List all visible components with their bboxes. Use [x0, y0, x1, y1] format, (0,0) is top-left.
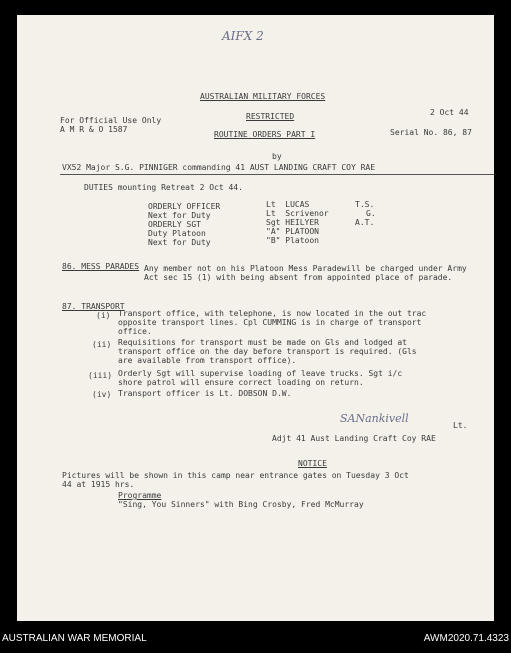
official-use-line: For Official Use Only [60, 116, 162, 125]
transport-item-number: (i) [96, 311, 111, 320]
org-heading: AUSTRALIAN MILITARY FORCES [200, 92, 326, 101]
duty-person: "A" PLATOON [266, 227, 319, 236]
header-rule [60, 174, 494, 175]
document-title: ROUTINE ORDERS PART I [214, 130, 316, 139]
transport-item-line: Transport officer is Lt. DOBSON D.W. [118, 389, 292, 398]
duty-person: Lt Scrivenor [266, 209, 329, 218]
section-86-line: Act sec 15 (1) with being absent from appointed place of parade. [144, 273, 453, 282]
document-date: 2 Oct 44 [430, 108, 469, 117]
duty-code: T.S. [355, 200, 375, 209]
duty-code: G. [366, 209, 376, 218]
transport-item-number: (iv) [92, 390, 112, 399]
notice-line: 44 at 1915 hrs. [62, 480, 135, 489]
section-86-line: Any member not on his Platoon Mess Paradewill be charged under Army [144, 264, 467, 273]
handwritten-signature: SANankivell [340, 412, 409, 425]
adjutant-line: Adjt 41 Aust Landing Craft Coy RAE [272, 434, 436, 443]
duty-person: Lt LUCAS [266, 200, 310, 209]
restricted-label: RESTRICTED [246, 112, 295, 121]
by-line: by [272, 152, 282, 161]
amr-line: A M R & O 1587 [60, 125, 128, 134]
notice-heading: NOTICE [298, 459, 327, 468]
programme-text: "Sing, You Sinners" with Bing Crosby, Fred McMurray [118, 500, 364, 509]
transport-item-line: office. [118, 327, 152, 336]
duty-role: Duty Platoon [148, 229, 206, 238]
notice-line: Pictures will be shown in this camp near entrance gates on Tuesday 3 Oct [62, 471, 409, 480]
commander-line: VX52 Major S.G. PINNIGER commanding 41 AUST LANDING CRAFT COY RAE [62, 163, 376, 172]
transport-item-line: opposite transport lines. Cpl CUMMING is in charge of transport [118, 318, 422, 327]
transport-item-line: Requisitions for transport must be made on Gls and lodged at [118, 338, 407, 347]
section-87-heading: 87. TRANSPORT [62, 302, 125, 311]
handwritten-note: AIFX 2 [222, 29, 264, 43]
footer-accession-number: AWM2020.71.4323 [423, 633, 509, 644]
duty-role: Next for Duty [148, 211, 211, 220]
duty-code: A.T. [355, 218, 375, 227]
serial-number: Serial No. 86, 87 [390, 128, 472, 137]
duties-heading: DUTIES mounting Retreat 2 Oct 44. [84, 183, 243, 192]
duty-role: Next for Duty [148, 238, 211, 247]
duty-role: ORDERLY OFFICER [148, 202, 221, 211]
duty-person: "B" Platoon [266, 236, 319, 245]
duty-person: Sgt HEILYER [266, 218, 319, 227]
transport-item-line: transport office on the day before transport is required. (Gls [118, 347, 417, 356]
section-86-heading: 86. MESS PARADES [62, 262, 140, 271]
transport-item-line: Orderly Sgt will supervise loading of leave trucks. Sgt i/c [118, 369, 403, 378]
transport-item-number: (iii) [88, 371, 113, 380]
transport-item-number: (ii) [92, 340, 112, 349]
transport-item-line: shore patrol will ensure correct loading on return. [118, 378, 364, 387]
duty-role: ORDERLY SGT [148, 220, 201, 229]
footer-source: AUSTRALIAN WAR MEMORIAL [2, 633, 147, 644]
programme-label: Programme [118, 491, 162, 500]
transport-item-line: are available from transport office). [118, 356, 297, 365]
signature-rank: Lt. [453, 421, 468, 430]
transport-item-line: Transport office, with telephone, is now located in the out trac [118, 309, 427, 318]
